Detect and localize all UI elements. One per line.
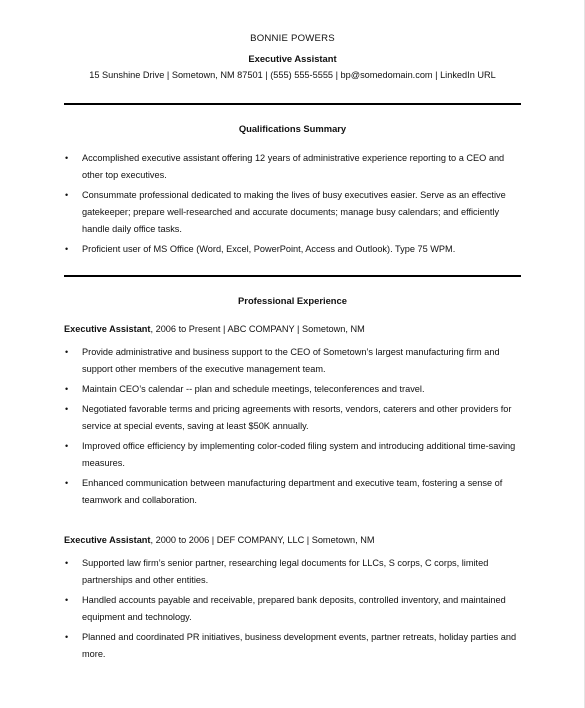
job-title: Executive Assistant (64, 324, 151, 334)
section-title-qualifications: Qualifications Summary (238, 123, 347, 134)
list-item (64, 401, 526, 435)
candidate-job-title: Executive Assistant (248, 53, 337, 64)
bullet-icon: • (65, 558, 69, 568)
job-duties-list (64, 555, 526, 666)
bullet-icon: • (65, 595, 69, 605)
bullet-icon: • (65, 347, 69, 357)
list-item-text: Handled accounts payable and receivable, prepared bank deposits, controlled inventory, and maintained equipment and technology. (82, 595, 506, 622)
list-item (64, 150, 526, 184)
list-item (64, 241, 526, 258)
list-item-text: Planned and coordinated PR initiatives, business development events, partner retreats, holiday parties and more. (82, 632, 517, 659)
bullet-icon: • (65, 404, 69, 414)
divider-middle (64, 275, 521, 277)
list-item-text: Proficient user of MS Office (Word, Excel, PowerPoint, Access and Outlook). Type 75 WPM. (82, 244, 456, 254)
bullet-icon: • (65, 190, 69, 200)
list-item (64, 344, 526, 378)
bullet-icon: • (65, 384, 69, 394)
list-item (64, 381, 526, 398)
contact-line: 15 Sunshine Drive | Sometown, NM 87501 | (555) 555-5555 | bp@somedomain.com | LinkedIn URL (89, 70, 496, 80)
list-item-text: Improved office efficiency by implementing color-coded filing system and introducing additional time-saving measures. (82, 441, 516, 468)
candidate-name: BONNIE POWERS (250, 33, 335, 44)
bullet-icon: • (65, 244, 69, 254)
job-details: , 2006 to Present | ABC COMPANY | Sometown, NM (150, 324, 365, 334)
list-item (64, 187, 526, 238)
bullet-icon: • (65, 632, 69, 642)
list-item-text: Provide administrative and business support to the CEO of Sometown’s largest manufacturing firm and support other members of the executive management team. (82, 347, 500, 374)
divider-top (64, 103, 521, 105)
job-title: Executive Assistant (64, 535, 151, 545)
list-item-text: Consummate professional dedicated to making the lives of busy executives easier. Serve as an effective gatekeeper; prepare well-researched and accurate documents; manage busy calendars; and efficiently handle daily office tasks. (82, 190, 506, 234)
job-heading (64, 535, 526, 545)
list-item-text: Accomplished executive assistant offering 12 years of administrative experience reporting to a CEO and other top executives. (82, 153, 505, 180)
bullet-icon: • (65, 441, 69, 451)
list-item (64, 592, 526, 626)
list-item-text: Maintain CEO’s calendar -- plan and schedule meetings, teleconferences and travel. (82, 384, 425, 394)
list-item (64, 475, 526, 509)
qualifications-list (64, 150, 526, 261)
list-item-text: Enhanced communication between manufacturing department and executive team, fostering a sense of teamwork and collaboration. (82, 478, 503, 505)
list-item-text: Negotiated favorable terms and pricing agreements with resorts, vendors, caterers and other providers for service at special events, saving at least $50K annually. (82, 404, 512, 431)
list-item (64, 629, 526, 663)
list-item (64, 555, 526, 589)
job-duties-list (64, 344, 526, 512)
section-title-experience: Professional Experience (238, 295, 347, 306)
list-item (64, 438, 526, 472)
list-item-text: Supported law firm’s senior partner, researching legal documents for LLCs, S corps, C corps, limited partnerships and other entities. (82, 558, 489, 585)
bullet-icon: • (65, 153, 69, 163)
bullet-icon: • (65, 478, 69, 488)
job-heading (64, 324, 526, 334)
job-details: , 2000 to 2006 | DEF COMPANY, LLC | Sometown, NM (150, 535, 375, 545)
